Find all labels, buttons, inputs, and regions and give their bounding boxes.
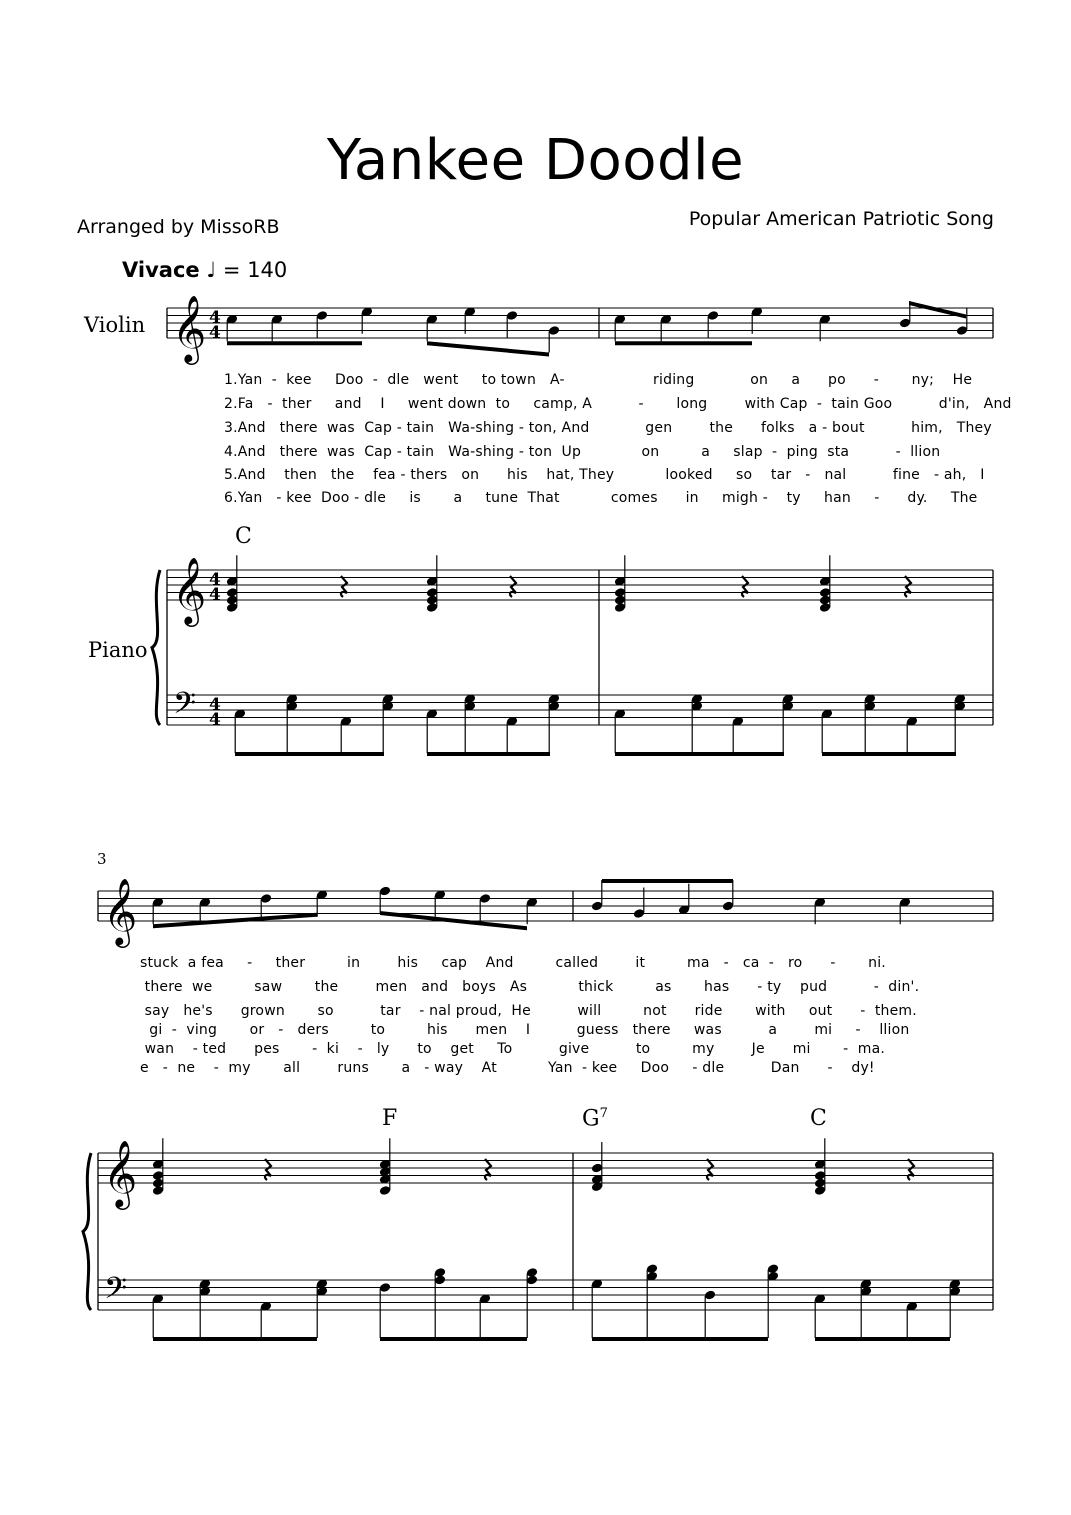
lyric-verse-3: 3.And there was Cap - tain Wa-shing - ton, And gen the folks a - bout him, They xyxy=(224,420,992,436)
beam xyxy=(592,1337,768,1341)
lyric-verse-6-cont: e - ne - my all runs a - way At Yan - kee Doo - dle Dan - dy! xyxy=(140,1060,875,1076)
piano-brace xyxy=(83,1153,91,1310)
chord-symbol: C xyxy=(235,524,252,549)
time-signature-denominator: 4 xyxy=(209,585,221,605)
time-signature-numerator: 4 xyxy=(209,695,221,715)
quarter-rest-icon xyxy=(905,576,911,597)
quarter-rest-icon xyxy=(742,576,748,597)
time-signature-numerator: 4 xyxy=(209,570,221,590)
chord-symbol: F xyxy=(382,1106,398,1131)
chord-root: G xyxy=(582,1106,600,1132)
quarter-rest-icon xyxy=(707,1159,713,1180)
beam xyxy=(427,752,550,756)
beam xyxy=(153,1337,317,1341)
beam xyxy=(427,341,549,356)
lyric-verse-4: 4.And there was Cap - tain Wa-shing - ton Up on a slap - ping sta - llion xyxy=(224,444,941,460)
beam xyxy=(235,752,384,756)
treble-clef-icon: 𝄞 xyxy=(172,294,207,362)
chord-extension: 7 xyxy=(599,1106,608,1121)
lyric-verse-5: 5.And then the fea - thers on his hat, They looked so tar - nal fine - ah, I xyxy=(224,467,985,483)
quarter-rest-icon xyxy=(265,1159,271,1180)
tempo-value: = 140 xyxy=(222,258,288,282)
beam xyxy=(380,1337,527,1341)
composer-credit: Popular American Patriotic Song xyxy=(688,208,994,230)
lyric-verse-3-cont: say he's grown so tar - nal proud, He will not ride with out - them. xyxy=(140,1003,917,1019)
tempo-word: Vivace xyxy=(122,258,200,282)
measure-number: 3 xyxy=(97,850,107,868)
time-signature-denominator: 4 xyxy=(209,710,221,730)
beam xyxy=(815,1337,950,1341)
lyric-verse-4-cont: gi - ving or - ders to his men I guess there was a mi - llion xyxy=(140,1022,910,1038)
treble-clef-icon: 𝄞 xyxy=(103,1139,138,1207)
treble-clef-icon: 𝄞 xyxy=(172,556,207,624)
violin-label: Violin xyxy=(84,313,146,337)
quarter-rest-icon xyxy=(485,1159,491,1180)
time-signature-numerator: 4 xyxy=(209,308,221,328)
lyric-verse-2: 2.Fa - ther and I went down to camp, A - long with Cap - tain Goo d'in, And xyxy=(224,396,1012,412)
quarter-rest-icon xyxy=(908,1159,914,1180)
quarter-rest-icon xyxy=(510,576,516,597)
treble-clef-icon: 𝄞 xyxy=(103,877,138,945)
beam xyxy=(227,341,362,345)
lyric-verse-1: 1.Yan - kee Doo - dle went to town A- riding on a po - ny; He xyxy=(224,372,973,388)
beam xyxy=(602,879,733,883)
lyric-verse-5-cont: wan - ted pes - ki - ly to get To give to my Je mi - ma. xyxy=(140,1041,886,1057)
quarter-rest-icon xyxy=(341,576,347,597)
quarter-note-icon: ♩ xyxy=(206,258,217,282)
arranger-credit: Arranged by MissoRB xyxy=(77,216,280,238)
beam xyxy=(615,752,784,756)
time-signature-denominator: 4 xyxy=(209,323,221,343)
lyric-verse-2-cont: there we saw the men and boys As thick as has - ty pud - din'. xyxy=(140,979,920,995)
beam xyxy=(615,341,752,345)
lyric-verse-1-cont: stuck a fea - ther in his cap And called it ma - ca - ro - ni. xyxy=(140,955,886,971)
bass-clef-icon: 𝄢 xyxy=(173,687,197,728)
lyric-verse-6: 6.Yan - kee Doo - dle is a tune That comes in migh - ty han - dy. The xyxy=(224,490,978,506)
chord-symbol: C xyxy=(810,1106,827,1131)
bass-clef-icon: 𝄢 xyxy=(104,1272,128,1313)
piano-label: Piano xyxy=(88,638,148,662)
piano-brace xyxy=(152,570,160,725)
beam xyxy=(822,752,956,756)
page-title: Yankee Doodle xyxy=(326,128,745,193)
